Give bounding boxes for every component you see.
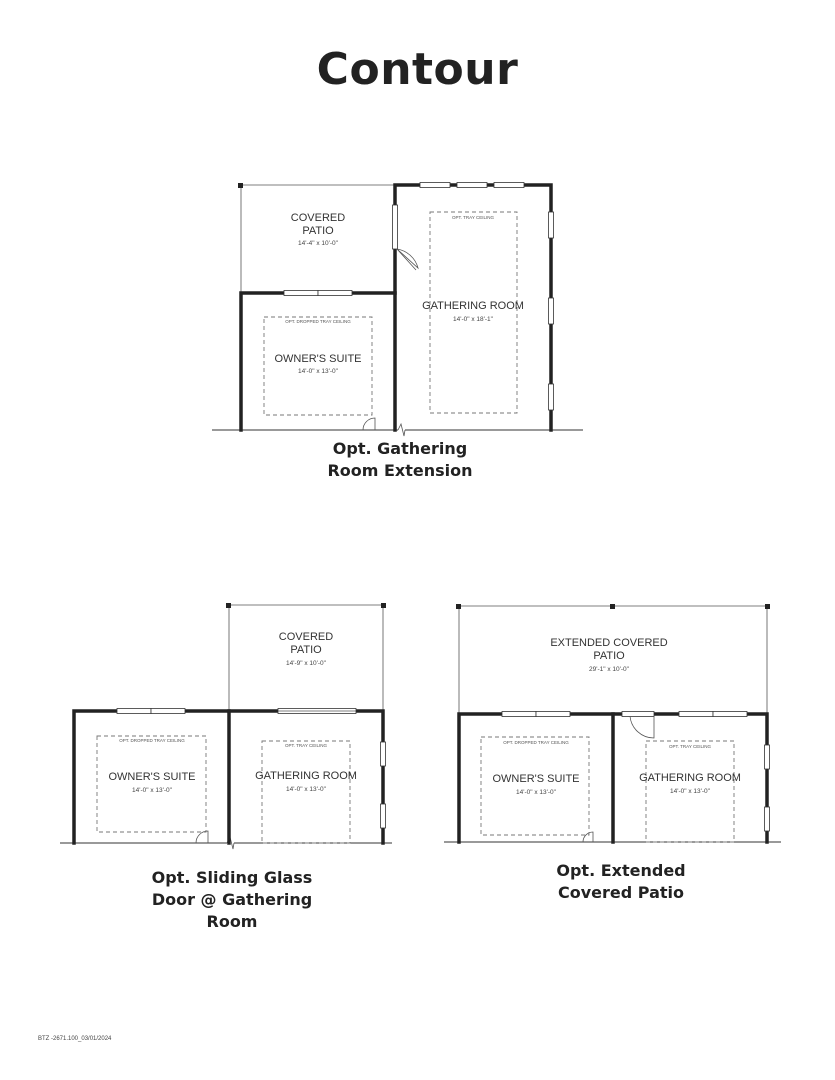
window [420, 183, 450, 188]
window [381, 804, 386, 828]
patio-post [765, 604, 770, 609]
ceiling-note: OPT. DROPPED TRAY CEILING [285, 319, 351, 324]
room-dimensions: 14'-0" x 13'-0" [670, 788, 710, 795]
room-name: COVERED [278, 631, 334, 643]
plan-gathering-room-extension [212, 183, 583, 437]
room-name: PATIO [290, 644, 322, 656]
document-code: BTZ -2671.100_03/01/2024 [38, 1036, 112, 1042]
room-dimensions: 14'-0" x 13'-0" [286, 786, 326, 793]
caption-line: Opt. Gathering [332, 439, 468, 458]
window [713, 712, 747, 717]
room-name: OWNER'S SUITE [492, 773, 580, 785]
plan-sliding-glass-door [60, 603, 392, 849]
break-symbol [398, 424, 405, 436]
patio-post [226, 603, 231, 608]
page-title: Contour [316, 44, 519, 95]
tray-ceiling-outline [264, 317, 372, 415]
plan-caption [132, 867, 332, 933]
caption-line: Room Extension [327, 461, 473, 480]
window [457, 183, 487, 188]
room-name: GATHERING ROOM [255, 770, 357, 782]
window [679, 712, 713, 717]
caption-line: Opt. Sliding Glass [151, 868, 313, 887]
room-dimensions: 14'-0" x 13'-0" [298, 368, 338, 375]
window [536, 712, 570, 717]
patio-post [456, 604, 461, 609]
ceiling-note: OPT. TRAY CEILING [668, 744, 712, 749]
door-swing [583, 832, 593, 842]
room-dimensions: 14'-0" x 18'-1" [453, 316, 493, 323]
room-dimensions: 14'-9" x 10'-0" [286, 660, 326, 667]
room-dimensions: 14'-0" x 13'-0" [132, 787, 172, 794]
patio-post [381, 603, 386, 608]
window [117, 709, 151, 714]
ceiling-note: OPT. DROPPED TRAY CEILING [119, 738, 185, 743]
room-dimensions: 14'-4" x 10'-0" [298, 240, 338, 247]
ceiling-note: OPT. TRAY CEILING [284, 743, 328, 748]
patio-post [238, 183, 243, 188]
window [765, 807, 770, 831]
door-opening [393, 205, 398, 249]
door-swing [196, 831, 208, 843]
room-name: GATHERING ROOM [639, 772, 741, 784]
tray-ceiling-outline [481, 737, 589, 835]
room-dimensions: 29'-1" x 10'-0" [589, 666, 629, 673]
door-swing [363, 418, 375, 430]
window [502, 712, 536, 717]
window [549, 212, 554, 238]
window [549, 384, 554, 410]
plan-caption [300, 438, 500, 482]
window [549, 298, 554, 324]
caption-line: Door @ Gathering [151, 890, 313, 909]
ceiling-note: OPT. TRAY CEILING [451, 215, 495, 220]
room-name: PATIO [302, 225, 334, 237]
room-name: OWNER'S SUITE [108, 771, 196, 783]
tray-ceiling-outline [430, 212, 517, 413]
patio-post [610, 604, 615, 609]
window [494, 183, 524, 188]
room-name: OWNER'S SUITE [274, 353, 362, 365]
room-name: GATHERING ROOM [422, 300, 524, 312]
room-dimensions: 14'-0" x 13'-0" [516, 789, 556, 796]
room-name: PATIO [593, 650, 625, 662]
window [765, 745, 770, 769]
window [151, 709, 185, 714]
caption-line: Covered Patio [558, 883, 684, 902]
plan-extended-covered-patio [444, 604, 781, 842]
window [381, 742, 386, 766]
plan-caption [521, 860, 721, 904]
ceiling-note: OPT. DROPPED TRAY CEILING [503, 740, 569, 745]
room-name: EXTENDED COVERED [550, 637, 668, 649]
tray-ceiling-outline [97, 736, 206, 832]
window [318, 291, 352, 296]
caption-line: Room [206, 912, 258, 931]
door-opening [622, 712, 654, 717]
door-swing [630, 716, 654, 738]
caption-line: Opt. Extended [556, 861, 686, 880]
room-name: COVERED [290, 212, 346, 224]
window [284, 291, 318, 296]
door-swing [397, 249, 418, 268]
